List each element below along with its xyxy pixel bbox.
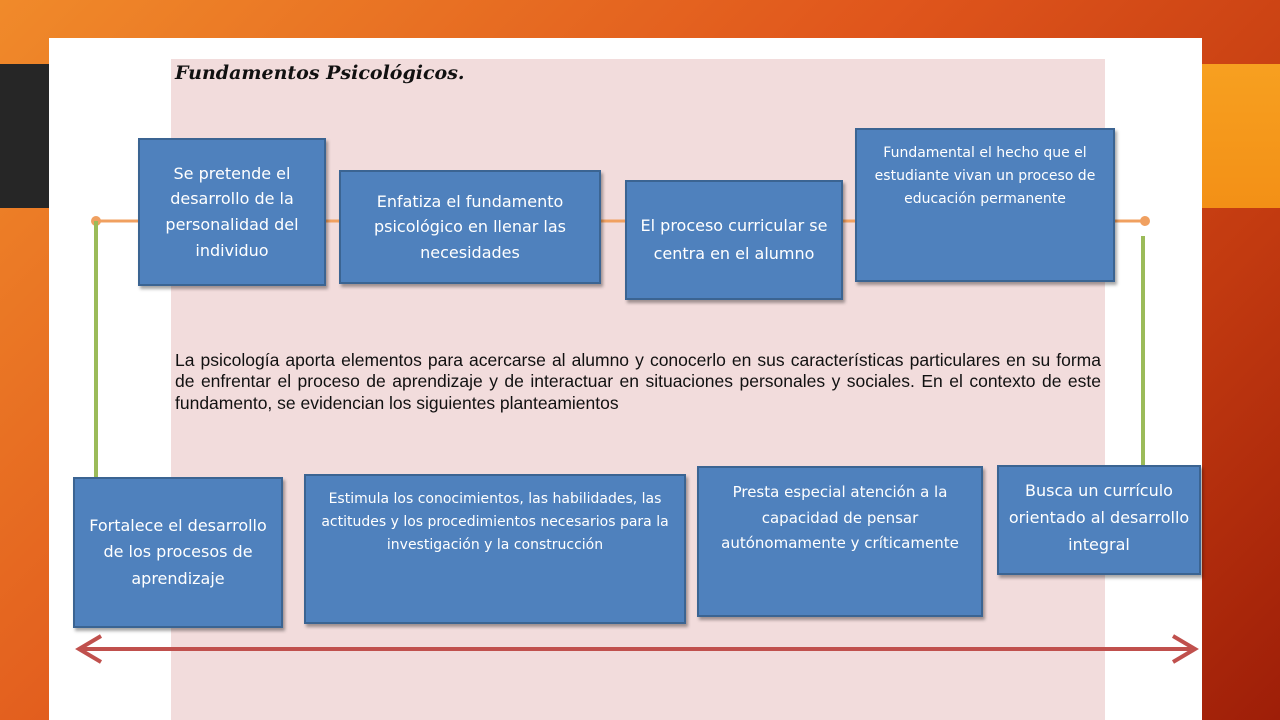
- description-paragraph: La psicología aporta elementos para acercarse al alumno y conocerlo en sus características particulares en su forma de enfrentar el proceso de aprendizaje y de interactuar en situaciones personales y sociales. En el contexto de este fundamento, se evidencian los siguientes planteamientos: [175, 350, 1101, 413]
- bottom-box-1: [73, 477, 283, 628]
- right-connector-dot: [1140, 216, 1150, 226]
- bottom-box-2: [304, 474, 686, 624]
- top-box-3: [625, 180, 843, 300]
- top-box-4-text: Fundamental el hecho que el estudiante vivan un proceso de educación permanente: [874, 145, 1096, 208]
- bottom-box-2-text: Estimula los conocimientos, las habilidades, las actitudes y los procedimientos necesarios para la investigación y la construcción: [321, 491, 669, 554]
- bottom-box-4-text: Busca un currículo orientado al desarrollo integral: [1008, 481, 1190, 555]
- bottom-box-1-text: Fortalece el desarrollo de los procesos de aprendizaje: [89, 515, 267, 588]
- bottom-box-4: [997, 465, 1201, 575]
- bottom-box-3-text: Presta especial atención a la capacidad de pensar autónomamente y críticamente: [721, 483, 959, 552]
- top-box-4: [855, 128, 1115, 282]
- top-box-1-text: Se pretende el desarrollo de la personalidad del individuo: [165, 163, 299, 260]
- page-title: Fundamentos Psicológicos.: [175, 62, 465, 84]
- top-box-3-text: El proceso curricular se centra en el alumno: [640, 216, 828, 263]
- top-box-1: [138, 138, 326, 286]
- bottom-box-3: [697, 466, 983, 617]
- dark-accent-band: [0, 64, 50, 208]
- top-box-2-text: Enfatiza el fundamento psicológico en llenar las necesidades: [373, 191, 567, 262]
- orange-accent-band: [1202, 64, 1280, 208]
- slide-panel: [49, 38, 1202, 720]
- top-box-2: [339, 170, 601, 284]
